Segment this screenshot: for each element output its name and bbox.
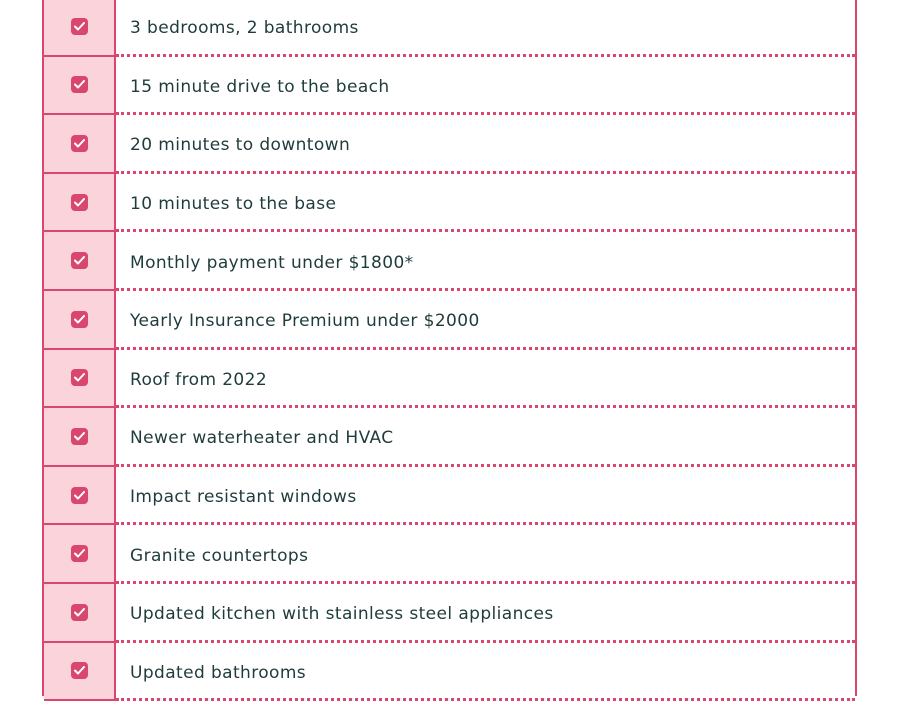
check-cell [44,232,116,291]
checklist-row [44,0,855,57]
label-cell [116,350,855,409]
label-cell [116,232,855,291]
label-cell [116,57,855,116]
label-cell [116,643,855,701]
label-cell [116,0,855,57]
checkbox-checked-icon[interactable] [71,487,88,504]
checklist-row [44,57,855,116]
check-cell [44,0,116,57]
checklist-row [44,291,855,350]
checklist-item-label: 10 minutes to the base [130,194,337,215]
checkbox-checked-icon[interactable] [71,545,88,562]
check-cell [44,408,116,467]
label-cell [116,115,855,174]
check-cell [44,584,116,643]
checklist-item-label: Updated kitchen with stainless steel appliances [130,604,554,625]
label-cell [116,467,855,526]
check-cell [44,643,116,701]
checklist-item-label: 3 bedrooms, 2 bathrooms [130,18,359,39]
checklist-item-label: Granite countertops [130,545,309,566]
checklist-row [44,525,855,584]
checklist-row [44,174,855,233]
checkbox-checked-icon[interactable] [71,428,88,445]
checklist-item-label: Impact resistant windows [130,487,357,508]
check-cell [44,115,116,174]
checklist-item-label: Roof from 2022 [130,369,268,390]
checklist-item-label: Newer waterheater and HVAC [130,428,394,449]
checklist-sheet [42,0,857,696]
checkbox-checked-icon[interactable] [71,604,88,621]
checkbox-checked-icon[interactable] [71,76,88,93]
checklist-item-label: 15 minute drive to the beach [130,76,390,97]
label-cell [116,408,855,467]
checklist-row [44,584,855,643]
label-cell [116,291,855,350]
checkbox-checked-icon[interactable] [71,194,88,211]
check-cell [44,467,116,526]
checklist-item-label: 20 minutes to downtown [130,135,351,156]
check-cell [44,291,116,350]
label-cell [116,525,855,584]
label-cell [116,584,855,643]
checklist-row [44,643,855,701]
checkbox-checked-icon[interactable] [71,369,88,386]
checkbox-checked-icon[interactable] [71,18,88,35]
checklist-item-label: Yearly Insurance Premium under $2000 [130,311,480,332]
checklist-item-label: Updated bathrooms [130,662,307,683]
checkbox-checked-icon[interactable] [71,311,88,328]
checkbox-checked-icon[interactable] [71,252,88,269]
check-cell [44,350,116,409]
checklist-row [44,115,855,174]
checklist-row [44,232,855,291]
checklist-row [44,350,855,409]
checklist-item-label: Monthly payment under $1800* [130,252,414,273]
check-cell [44,174,116,233]
checklist-row [44,408,855,467]
checkbox-checked-icon[interactable] [71,662,88,679]
checklist-row [44,467,855,526]
checkbox-checked-icon[interactable] [71,135,88,152]
label-cell [116,174,855,233]
check-cell [44,57,116,116]
check-cell [44,525,116,584]
